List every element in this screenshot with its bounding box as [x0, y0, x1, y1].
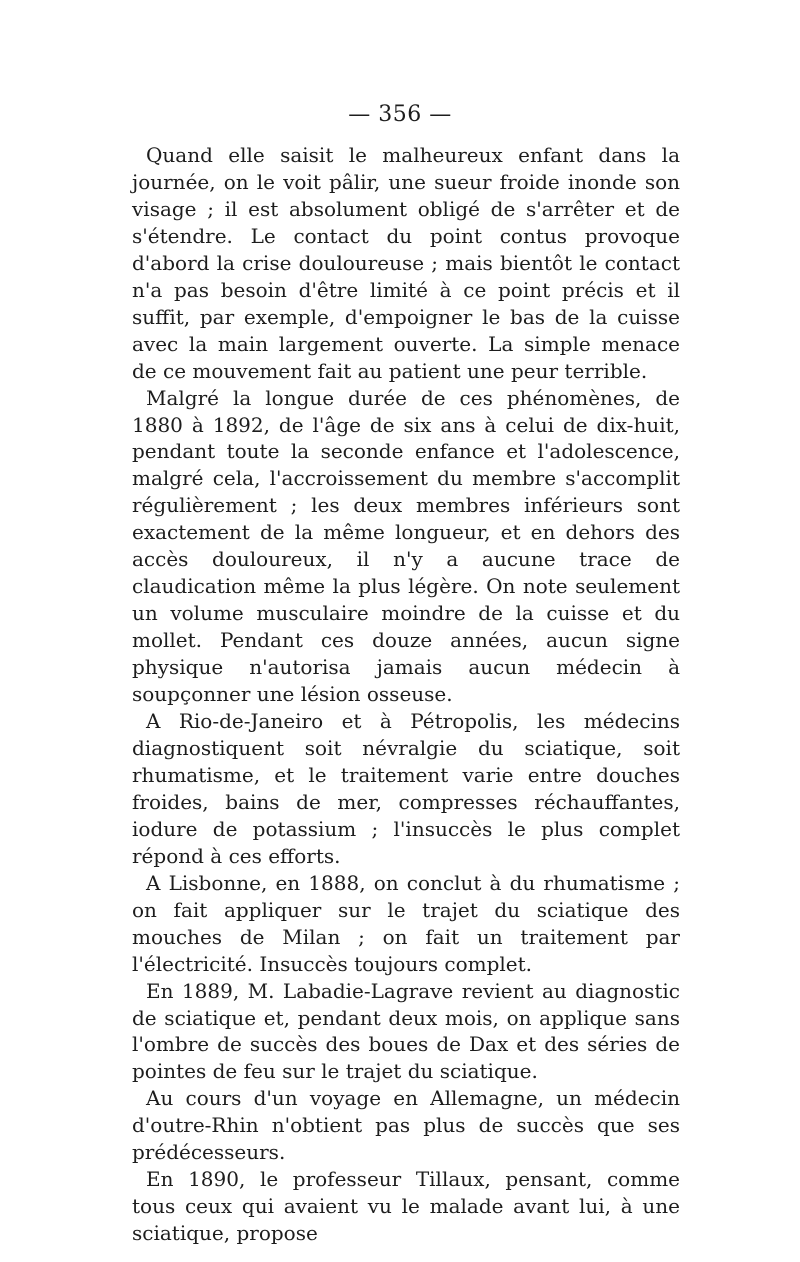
- paragraph: En 1889, M. Labadie-Lagrave revient au diagnostic de sciatique et, pendant deux mois, on applique sans l'ombre de succès des boues de Dax et des séries de pointes de feu sur le trajet du sciatique.: [132, 978, 680, 1084]
- paragraph: Quand elle saisit le malheureux enfant dans la journée, on le voit pâlir, une sueur froide inonde son visage ; il est absolument obligé de s'arrêter et de s'étendre. Le contact du point contus provoque d'abord la crise douloureuse ; mais bientôt le contact n'a pas besoin d'être limité à ce point précis et il suffit, par exemple, d'empoigner le bas de la cuisse avec la main largement ouverte. La simple menace de ce mouvement fait au patient une peur terrible.: [132, 143, 680, 383]
- paragraph: Malgré la longue durée de ces phénomènes, de 1880 à 1892, de l'âge de six ans à celui de dix-huit, pendant toute la seconde enfance et l'adolescence, malgré cela, l'accroissement du membre s'accomplit régulièrement ; les deux membres inférieurs sont exactement de la même longueur, et en dehors des accès douloureux, il n'y a aucune trace de claudication même la plus légère. On note seulement un volume musculaire moindre de la cuisse et du mollet. Pendant ces douze années, aucun signe physique n'autorisa jamais aucun médecin à soupçonner une lésion osseuse.: [132, 385, 680, 707]
- paragraph: En 1890, le professeur Tillaux, pensant, comme tous ceux qui avaient vu le malade avant lui, à une sciatique, propose: [132, 1167, 680, 1246]
- paragraph: Au cours d'un voyage en Allemagne, un médecin d'outre-Rhin n'obtient pas plus de succès que ses prédécesseurs.: [132, 1086, 680, 1165]
- paragraph: A Rio-de-Janeiro et à Pétropolis, les médecins diagnostiquent soit névralgie du sciatique, soit rhumatisme, et le traitement varie entre douches froides, bains de mer, compresses réchauffantes, iodure de potassium ; l'insuccès le plus complet répond à ces efforts.: [132, 709, 680, 868]
- page-text: [132, 142, 680, 1247]
- page-number: — 356 —: [348, 102, 452, 127]
- paragraph: A Lisbonne, en 1888, on conclut à du rhumatisme ; on fait appliquer sur le trajet du sciatique des mouches de Milan ; on fait un traitement par l'électricité. Insuccès toujours complet.: [132, 870, 680, 976]
